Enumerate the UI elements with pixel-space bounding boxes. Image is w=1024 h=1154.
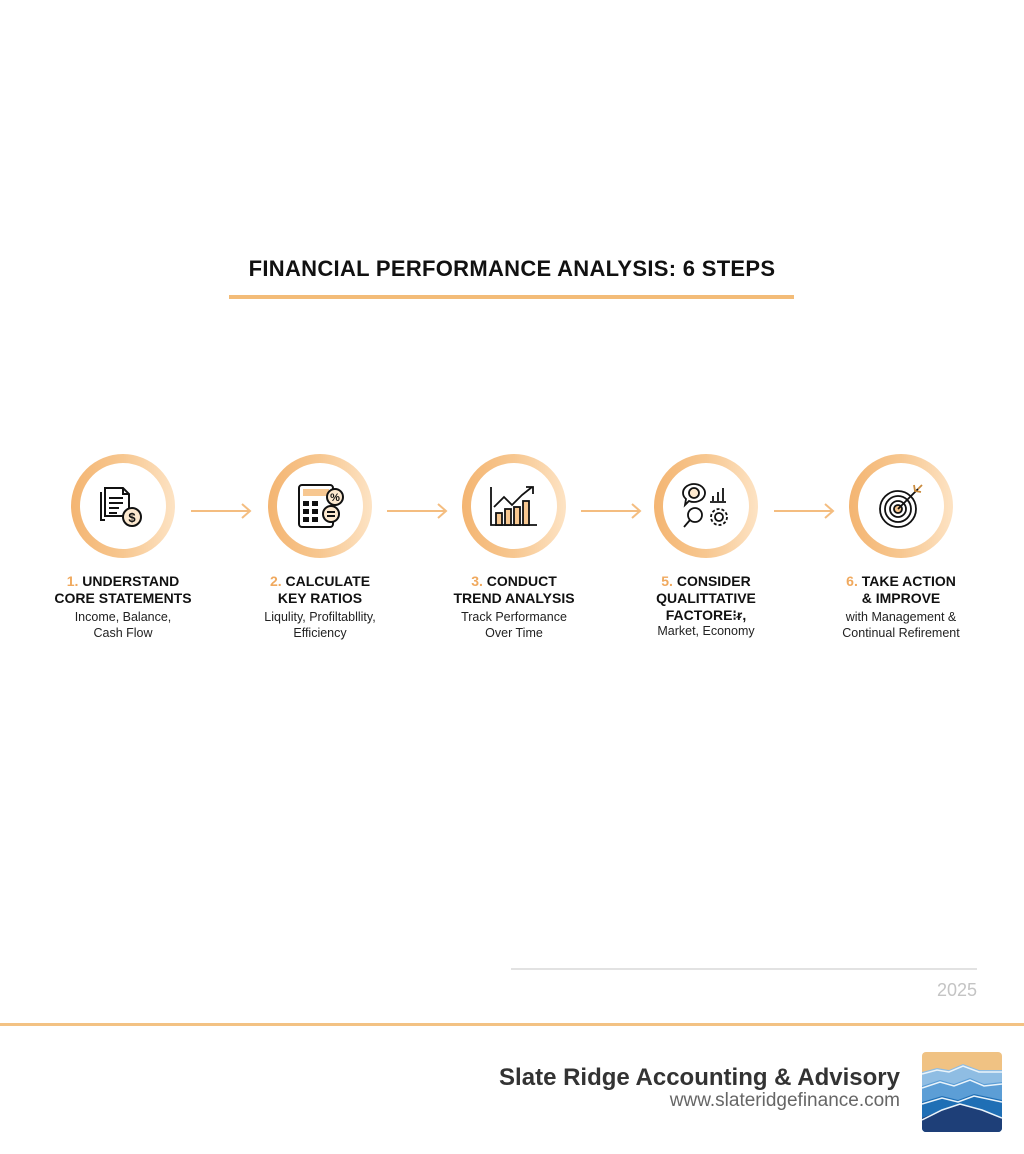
divider bbox=[511, 968, 977, 970]
step-desc: Over Time bbox=[485, 625, 543, 640]
year-label: 2025 bbox=[936, 980, 977, 1000]
trend-chart-icon bbox=[488, 483, 540, 529]
step-5 bbox=[606, 454, 806, 640]
company-logo bbox=[922, 1052, 1002, 1132]
page-title: FINANCIAL PERFORMANCE ANALYSIS: 6 STEPS bbox=[248, 256, 776, 281]
step-6 bbox=[801, 454, 1001, 641]
svg-text:$: $ bbox=[128, 510, 136, 525]
step-desc: Liqulity, Profiltabllity, bbox=[264, 610, 376, 624]
step-desc: Cash Flow bbox=[93, 625, 153, 640]
step-title: CALCULATE bbox=[285, 573, 371, 589]
company-name: Slate Ridge Accounting & Advisory bbox=[499, 1064, 900, 1091]
step-title: TAKE ACTION bbox=[861, 573, 956, 589]
step-title: & IMPROVE bbox=[861, 590, 941, 606]
step-desc: with Management & bbox=[845, 610, 957, 624]
step-ring bbox=[268, 454, 372, 558]
step-title: CORE STATEMENTS bbox=[54, 590, 192, 606]
step-2 bbox=[220, 454, 420, 641]
step-1 bbox=[23, 454, 223, 641]
step-desc: Income, Balance, bbox=[74, 610, 172, 624]
qualitative-factors-icon bbox=[679, 481, 733, 531]
title-underline bbox=[229, 295, 794, 299]
step-number: 3. bbox=[471, 573, 483, 589]
step-title: KEY RATIOS bbox=[277, 590, 363, 606]
step-ring bbox=[462, 454, 566, 558]
step-desc: Track Performance bbox=[461, 610, 567, 624]
footer-divider bbox=[0, 1023, 1024, 1026]
step-number: 6. bbox=[846, 573, 858, 589]
step-title: QUALITTATIVE bbox=[656, 590, 756, 606]
step-number: 1. bbox=[66, 573, 79, 589]
calculator-icon bbox=[295, 481, 345, 531]
step-title: TREND ANALYSIS bbox=[453, 590, 575, 606]
company-url[interactable]: www.slateridgefinance.com bbox=[669, 1090, 900, 1111]
step-title: FACTORE⁝ᵲ, bbox=[665, 607, 747, 623]
step-title: CONDUCT bbox=[486, 573, 557, 589]
step-ring bbox=[849, 454, 953, 558]
step-title: CONSIDER bbox=[676, 573, 751, 589]
document-dollar-icon bbox=[99, 482, 147, 530]
step-number: 5. bbox=[661, 573, 673, 589]
step-desc: Market, Economy bbox=[657, 624, 755, 638]
target-icon bbox=[876, 481, 926, 531]
step-title: UNDERSTAND bbox=[82, 573, 180, 589]
step-3 bbox=[414, 454, 614, 641]
svg-text:%: % bbox=[330, 492, 340, 504]
step-ring bbox=[654, 454, 758, 558]
step-number: 2. bbox=[269, 573, 282, 589]
step-desc: Continual Refirement bbox=[842, 625, 960, 640]
step-desc: Efficiency bbox=[293, 625, 347, 640]
step-ring bbox=[71, 454, 175, 558]
